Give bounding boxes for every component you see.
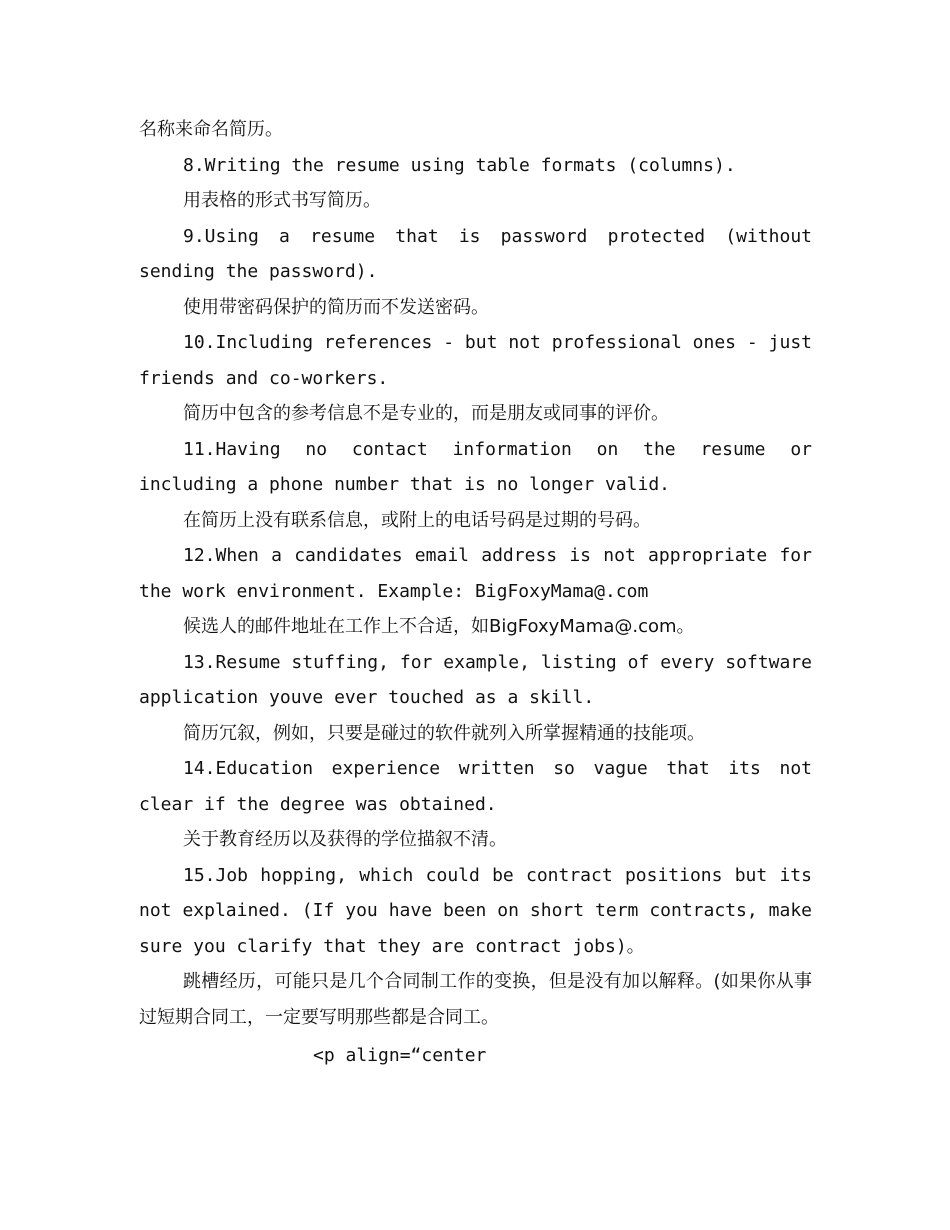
paragraph-14: 关于教育经历以及获得的学位描叙不清。	[183, 829, 507, 850]
paragraph-8: 在简历上没有联系信息，或附上的电话号码是过期的号码。	[183, 509, 651, 531]
paragraph-0: 名称来命名简历。	[139, 119, 283, 140]
document-body	[139, 112, 812, 1035]
paragraph-11: 13.Resume stuffing, for example, listing of every software application youve ever touched as a skill.	[139, 651, 812, 708]
paragraph-7: 11.Having no contact information on the resume or including a phone number that is no longer valid.	[139, 438, 812, 495]
paragraph-10: 候选人的邮件地址在工作上不合适，如BigFoxyMama@.com。	[183, 616, 695, 637]
paragraph-5: 10.Including references - but not professional ones - just friends and co-workers.	[139, 332, 812, 389]
paragraph-15: 15.Job hopping, which could be contract positions but its not explained. (If you have been on short term contracts, make sure you clarify that they are contract jobs)。	[139, 864, 812, 957]
paragraph-13: 14.Education experience written so vague that its not clear if the degree was obtained.	[139, 758, 812, 815]
paragraph-6: 简历中包含的参考信息不是专业的，而是朋友或同事的评价。	[183, 403, 669, 424]
paragraph-1: 8.Writing the resume using table formats (columns).	[183, 154, 736, 176]
paragraph-12: 简历冗叙，例如，只要是碰过的软件就列入所掌握精通的技能项。	[183, 722, 705, 744]
stray-html-fragment: <p align=“center	[313, 1045, 487, 1066]
paragraph-2: 用表格的形式书写简历。	[183, 190, 381, 211]
paragraph-9: 12.When a candidates email address is not appropriate for the work environment. Example: BigFoxyMama@.com	[139, 545, 812, 602]
paragraph-16: 跳槽经历，可能只是几个合同制工作的变换，但是没有加以解释。(如果你从事过短期合同工，一定要写明那些都是合同工。	[139, 971, 812, 1028]
paragraph-4: 使用带密码保护的简历而不发送密码。	[183, 296, 489, 318]
paragraph-3: 9.Using a resume that is password protected (without sending the password).	[139, 225, 812, 282]
